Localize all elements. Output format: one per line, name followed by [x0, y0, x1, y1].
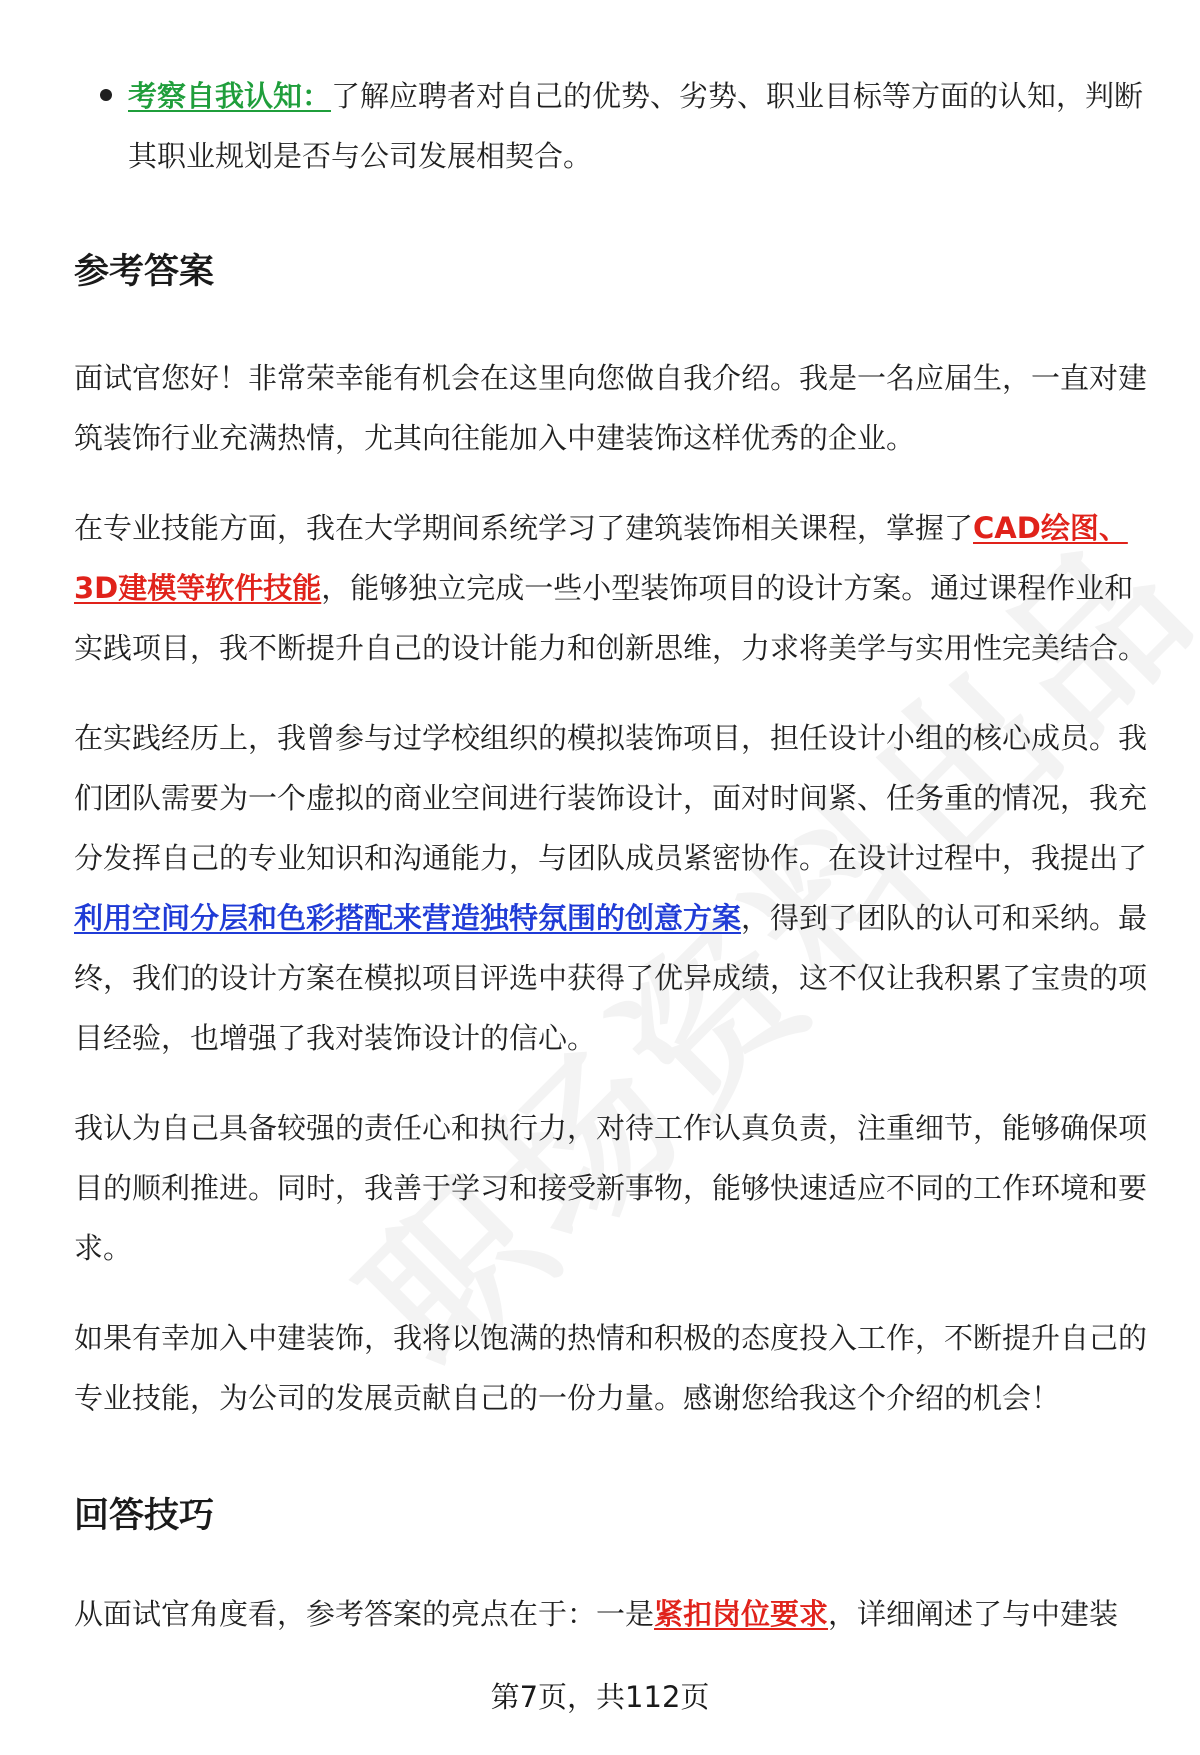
- p3-highlight: 利用空间分层和色彩搭配来营造独特氛围的创意方案: [74, 901, 742, 935]
- p6-text-after: ，详细阐述了与中建装: [828, 1597, 1119, 1631]
- bullet-item: [74, 66, 1152, 186]
- answer-paragraph-1: 面试官您好！非常荣幸能有机会在这里向您做自我介绍。我是一名应届生，一直对建筑装饰行业充满热情，尤其向往能加入中建装饰这样优秀的企业。: [74, 361, 1148, 455]
- p6-highlight: 紧扣岗位要求: [654, 1597, 829, 1631]
- answer-paragraph-3: [74, 708, 1152, 1068]
- p2-text-after: ，能够独立完成一些小型装饰项目的设计方案。通过课程作业和实践项目，我不断提升自己的设计能力和创新思维，力求将美学与实用性完美结合。: [74, 571, 1148, 665]
- tips-heading: 回答技巧: [74, 1496, 215, 1536]
- p6-text-before: 从面试官角度看，参考答案的亮点在于：一是: [74, 1597, 655, 1631]
- page-number: 第7页，共112页: [490, 1680, 710, 1714]
- answer-paragraph-4: 我认为自己具备较强的责任心和执行力，对待工作认真负责，注重细节，能够确保项目的顺利推进。同时，我善于学习和接受新事物，能够快速适应不同的工作环境和要求。: [74, 1111, 1148, 1265]
- p3-text-after: ，得到了团队的认可和采纳。最终，我们的设计方案在模拟项目评选中获得了优异成绩，这不仅让我积累了宝贵的项目经验，也增强了我对装饰设计的信心。: [74, 901, 1148, 1055]
- answer-paragraph-2: [74, 498, 1152, 678]
- answer-heading: 参考答案: [74, 252, 215, 292]
- p3-text-before: 在实践经历上，我曾参与过学校组织的模拟装饰项目，担任设计小组的核心成员。我们团队需要为一个虚拟的商业空间进行装饰设计，面对时间紧、任务重的情况，我充分发挥自己的专业知识和沟通能力，与团队成员紧密协作。在设计过程中，我提出了: [74, 721, 1148, 875]
- p2-text-before: 在专业技能方面，我在大学期间系统学习了建筑装饰相关课程，掌握了: [74, 511, 974, 545]
- bullet-label-highlight: 考察自我认知：: [128, 79, 332, 113]
- answer-paragraph-5: 如果有幸加入中建装饰，我将以饱满的热情和积极的态度投入工作，不断提升自己的专业技能，为公司的发展贡献自己的一份力量。感谢您给我这个介绍的机会！: [74, 1321, 1148, 1415]
- page-content: [74, 66, 1152, 1644]
- bullet-text: [128, 66, 1152, 186]
- tips-paragraph-1: [74, 1584, 1152, 1644]
- p2-highlight: CAD绘图、3D建模等软件技能: [74, 511, 1128, 605]
- bullet-dot-icon: [100, 89, 112, 101]
- bullet-body: 了解应聘者对自己的优势、劣势、职业目标等方面的认知，判断其职业规划是否与公司发展相契合。: [128, 79, 1144, 173]
